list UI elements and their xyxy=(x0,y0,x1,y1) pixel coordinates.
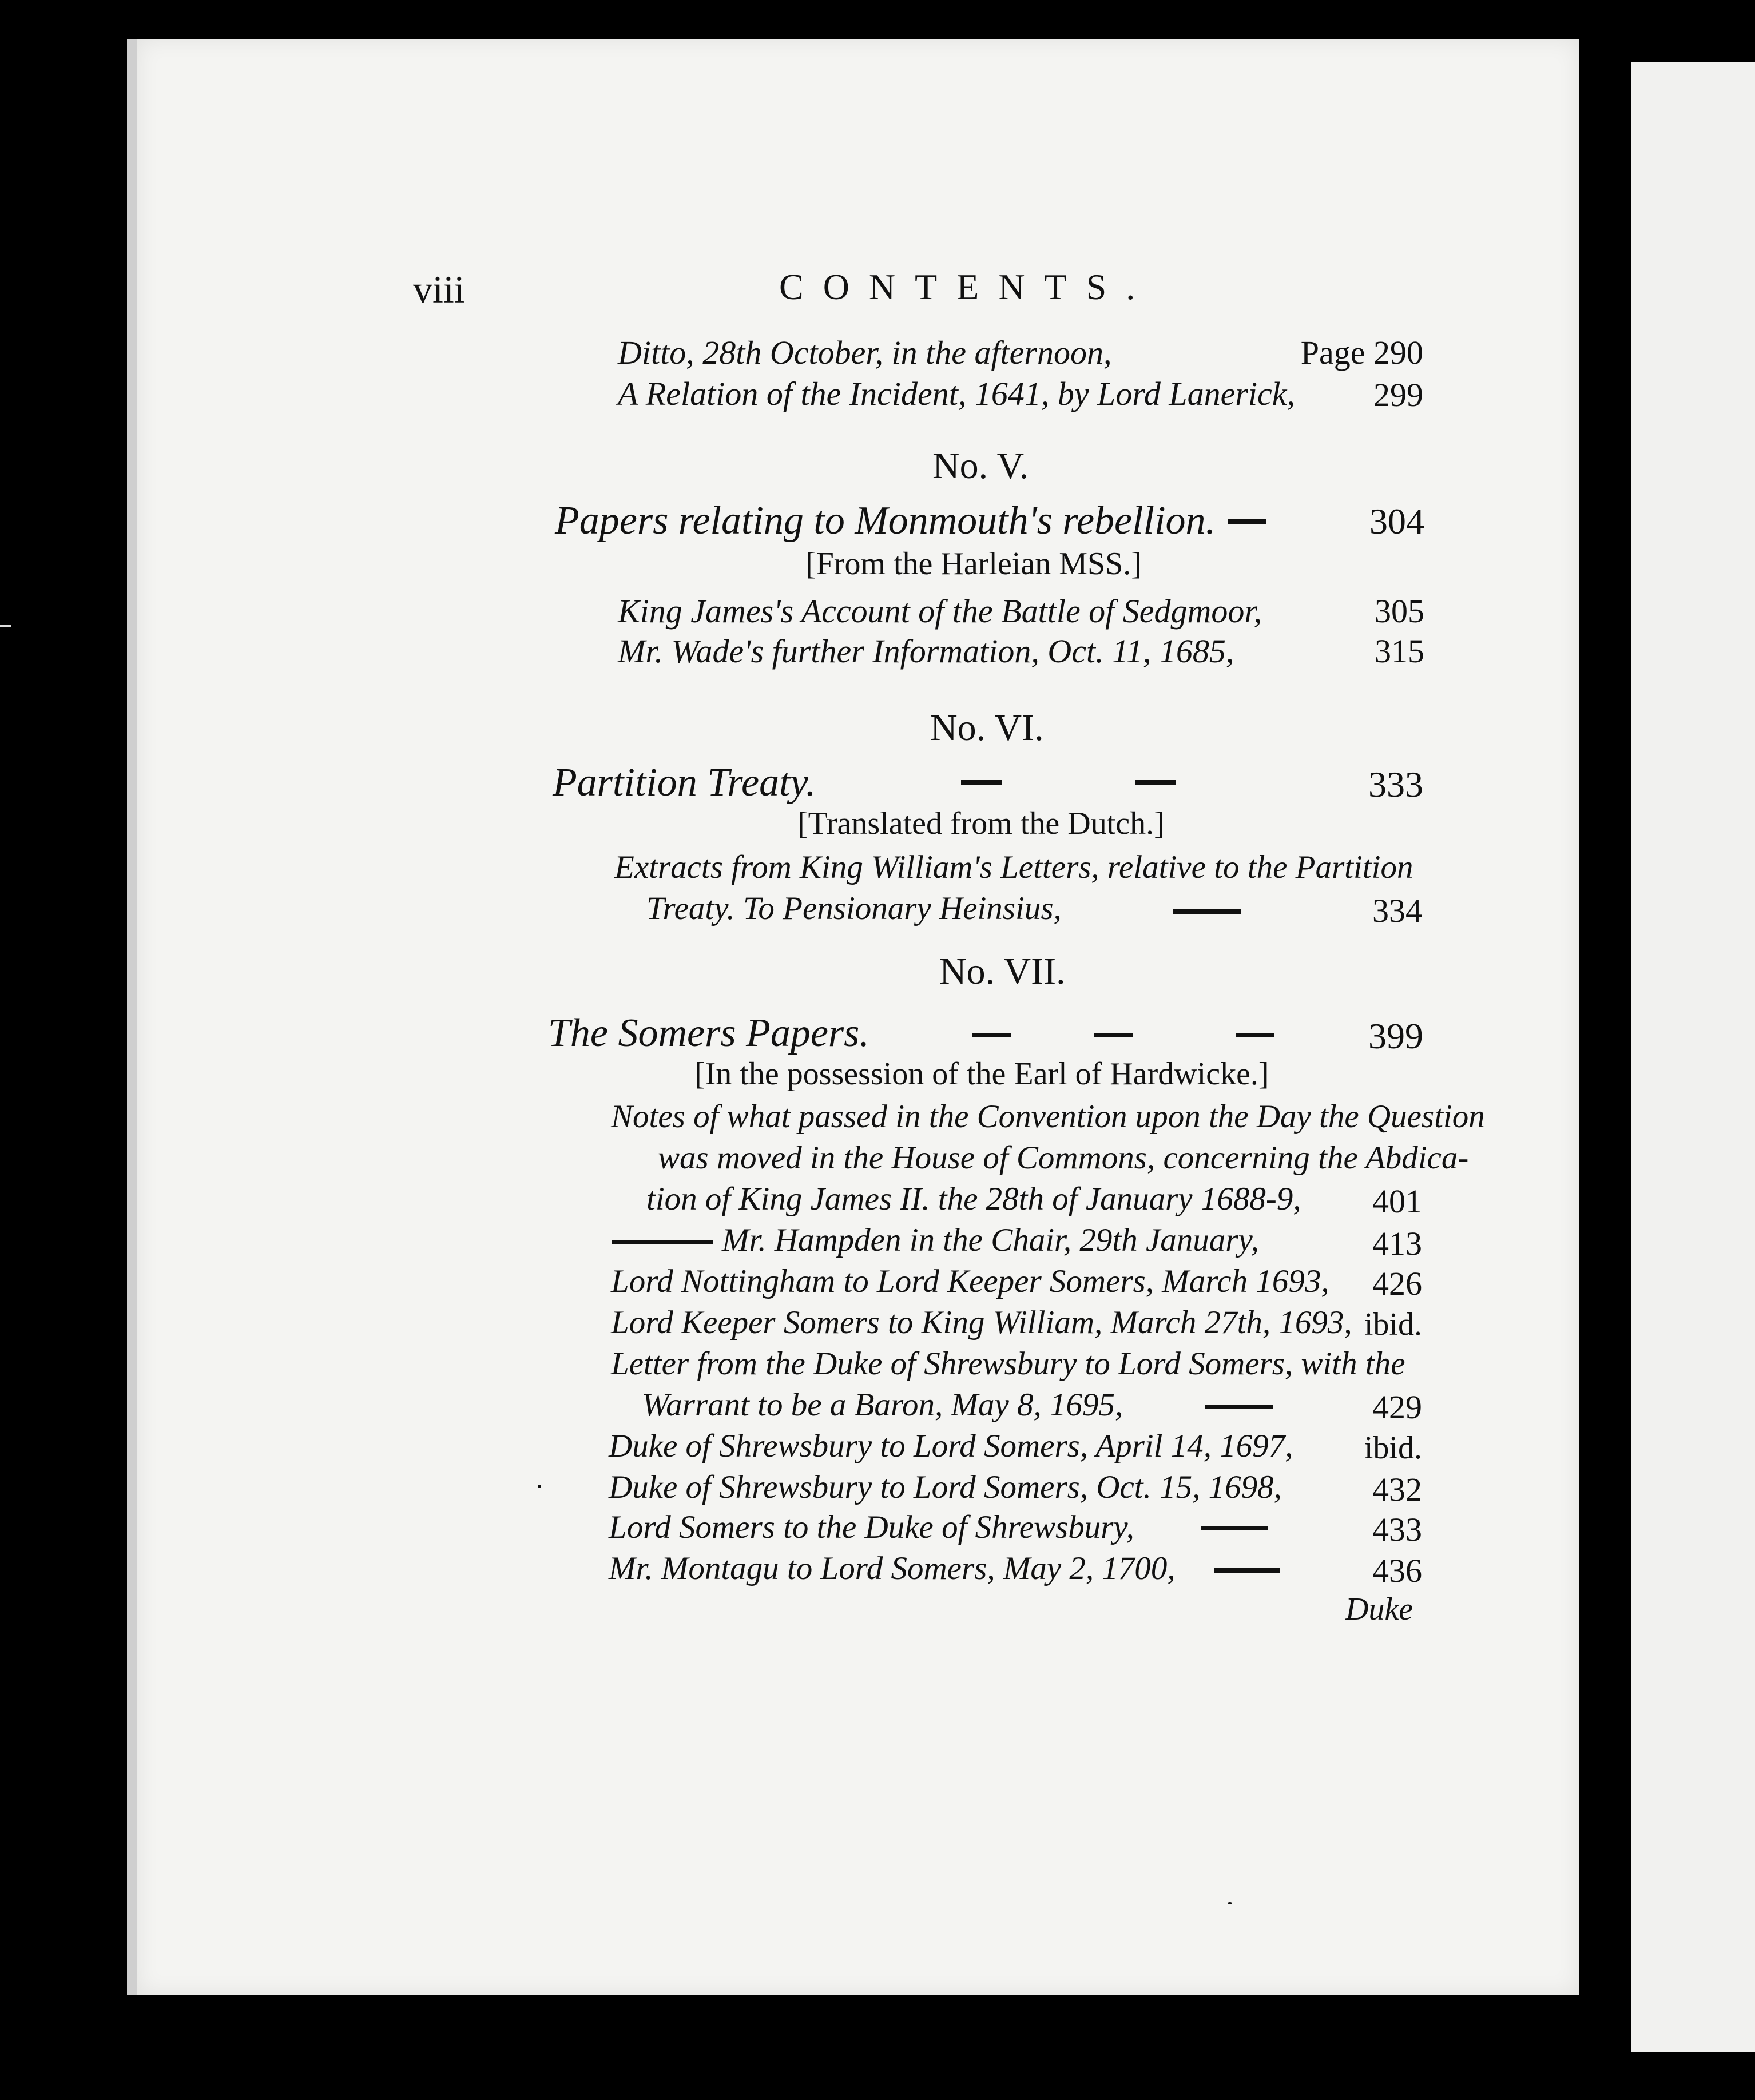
leader-dash xyxy=(1094,1033,1133,1037)
entry-text: Notes of what passed in the Convention upon the Day the Question xyxy=(611,1099,1485,1135)
entry-page: 413 xyxy=(1372,1225,1422,1262)
section-source: [Translated from the Dutch.] xyxy=(797,806,1165,841)
leader-dash xyxy=(1205,1405,1273,1409)
entry-text: King James's Account of the Battle of Sedgmoor, xyxy=(618,592,1262,630)
entry-page: 429 xyxy=(1372,1389,1422,1426)
entry-text: Mr. Montagu to Lord Somers, May 2, 1700, xyxy=(609,1550,1176,1586)
entry-text: was moved in the House of Commons, concerning the Abdica- xyxy=(658,1140,1469,1176)
entry-text: Letter from the Duke of Shrewsbury to Lord Somers, with the xyxy=(611,1346,1405,1382)
entry-page: 436 xyxy=(1372,1552,1422,1589)
entry-text: Ditto, 28th October, in the afternoon, xyxy=(618,334,1112,371)
catchword: Duke xyxy=(1345,1592,1413,1627)
leader-dash xyxy=(1214,1568,1280,1573)
entry-text: Extracts from King William's Letters, relative to the Partition xyxy=(614,849,1413,885)
leader-dash xyxy=(972,1033,1011,1037)
section-title: The Somers Papers. xyxy=(548,1011,869,1055)
section-source: [From the Harleian MSS.] xyxy=(805,546,1142,582)
entry-page: 433 xyxy=(1372,1511,1422,1548)
entry-text: Mr. Hampden in the Chair, 29th January, xyxy=(722,1222,1259,1258)
section-heading: No. V. xyxy=(932,445,1029,487)
facing-page-edge xyxy=(1631,62,1755,2052)
ink-speck xyxy=(0,625,11,627)
entry-page: 401 xyxy=(1372,1183,1422,1220)
leader-dash xyxy=(1236,1033,1274,1037)
leader-dash xyxy=(1173,909,1241,914)
entry-text: Duke of Shrewsbury to Lord Somers, April 14, 1697, xyxy=(609,1428,1293,1464)
entry-page: 305 xyxy=(1375,592,1424,630)
ink-speck xyxy=(538,1485,541,1488)
section-page: 333 xyxy=(1368,764,1423,805)
folio-number: viii xyxy=(413,268,465,311)
running-title: CONTENTS. xyxy=(779,267,1155,307)
ink-speck xyxy=(1228,1902,1232,1904)
entry-text: Lord Keeper Somers to King William, March 27th, 1693, xyxy=(611,1304,1352,1341)
entry-text: Lord Somers to the Duke of Shrewsbury, xyxy=(609,1509,1134,1545)
entry-page: 334 xyxy=(1372,892,1422,929)
entry-text: Lord Nottingham to Lord Keeper Somers, March 1693, xyxy=(611,1263,1329,1299)
section-source: [In the possession of the Earl of Hardwicke.] xyxy=(694,1056,1269,1092)
section-heading: No. VI. xyxy=(930,707,1044,749)
section-title: Partition Treaty. xyxy=(553,761,816,805)
section-heading: No. VII. xyxy=(939,950,1066,992)
entry-page: ibid. xyxy=(1364,1307,1422,1342)
entry-page: ibid. xyxy=(1364,1430,1422,1466)
entry-page: 432 xyxy=(1372,1471,1422,1508)
entry-text: Mr. Wade's further Information, Oct. 11, 1685, xyxy=(618,633,1234,670)
section-title: Papers relating to Monmouth's rebellion. xyxy=(555,499,1216,543)
leader-dash xyxy=(1135,780,1176,785)
entry-text: Treaty. To Pensionary Heinsius, xyxy=(646,890,1062,926)
entry-text: tion of King James II. the 28th of January 1688-9, xyxy=(646,1181,1301,1217)
leader-dash xyxy=(1201,1526,1268,1530)
entry-page: 426 xyxy=(1372,1265,1422,1302)
entry-text: A Relation of the Incident, 1641, by Lord Lanerick, xyxy=(618,375,1295,412)
section-page: 399 xyxy=(1368,1016,1423,1056)
entry-page: Page 290 xyxy=(1300,334,1423,371)
leader-dash xyxy=(961,780,1002,785)
entry-page: 299 xyxy=(1373,376,1423,413)
leader-dash xyxy=(1228,519,1266,524)
section-page: 304 xyxy=(1369,501,1424,542)
entry-page: 315 xyxy=(1375,633,1424,670)
ditto-rule xyxy=(612,1240,713,1244)
entry-text: Warrant to be a Baron, May 8, 1695, xyxy=(642,1387,1123,1423)
entry-text: Duke of Shrewsbury to Lord Somers, Oct. 15, 1698, xyxy=(609,1469,1282,1505)
